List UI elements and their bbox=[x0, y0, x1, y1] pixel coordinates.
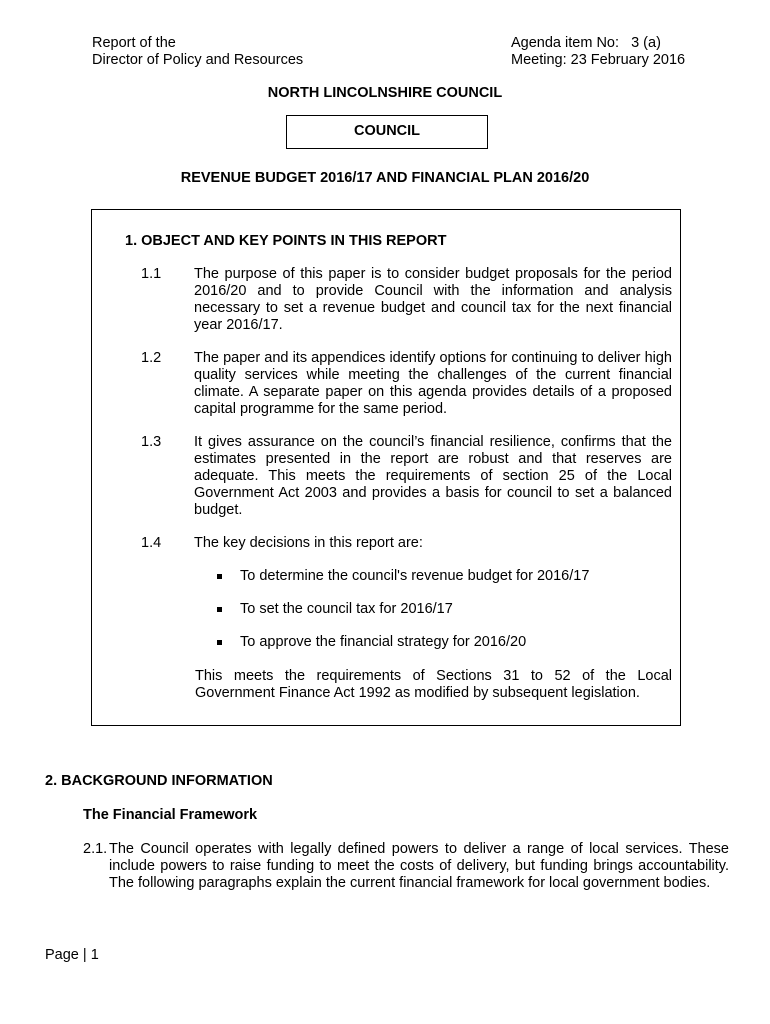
para-number: 2.1. bbox=[83, 841, 108, 857]
para-2-1: The Council operates with legally defined powers to deliver a range of local services. These include powers to raise funding to meet the costs of delivery, but funding brings accountability. The following paragraphs explain the current financial framework for local government bodies. bbox=[109, 841, 729, 891]
financial-framework-subheading: The Financial Framework bbox=[83, 807, 258, 823]
para-number: 1.2 bbox=[141, 350, 162, 366]
agenda-item-number: Agenda item No: 3 (a) bbox=[511, 35, 661, 51]
section-2-heading: 2. BACKGROUND INFORMATION bbox=[45, 773, 273, 789]
bullet-icon bbox=[217, 574, 222, 579]
para-1-2: The paper and its appendices identify options for continuing to deliver high quality services while meeting the challenges of the current financial climate. A separate paper on this agenda provides details of a proposed capital programme for the same period. bbox=[194, 350, 672, 417]
director-name: Director of Policy and Resources bbox=[92, 52, 304, 68]
meeting-date: Meeting: 23 February 2016 bbox=[511, 52, 686, 68]
para-1-1: The purpose of this paper is to consider budget proposals for the period 2016/20 and to provide Council with the information and analysis necessary to set a revenue budget and council tax for the next financial year 2016/17. bbox=[194, 266, 672, 333]
report-of-label: Report of the bbox=[92, 35, 176, 51]
key-decision-item: To approve the financial strategy for 2016/20 bbox=[240, 634, 527, 650]
report-author-block bbox=[92, 35, 303, 69]
key-decision-item: To set the council tax for 2016/17 bbox=[240, 601, 453, 617]
key-points-box bbox=[91, 209, 681, 726]
bullet-icon bbox=[217, 640, 222, 645]
council-name: NORTH LINCOLNSHIRE COUNCIL bbox=[267, 85, 503, 101]
para-number: 1.1 bbox=[141, 266, 162, 282]
agenda-info-block bbox=[511, 35, 685, 69]
report-title: REVENUE BUDGET 2016/17 AND FINANCIAL PLAN 2016/20 bbox=[180, 170, 590, 186]
page-number: Page | 1 bbox=[45, 947, 99, 963]
meeting-type-box: COUNCIL bbox=[286, 115, 488, 149]
para-number: 1.3 bbox=[141, 434, 162, 450]
legislation-note: This meets the requirements of Sections 31 to 52 of the Local Government Finance Act 1992 as modified by subsequent legislation. bbox=[195, 668, 672, 701]
bullet-icon bbox=[217, 607, 222, 612]
key-decision-item: To determine the council's revenue budget for 2016/17 bbox=[240, 568, 590, 584]
para-number: 1.4 bbox=[141, 535, 162, 551]
para-1-3: It gives assurance on the council’s financial resilience, confirms that the estimates presented in the report are robust and that reserves are adequate. This meets the requirements of section 25 of the Local Government Act 2003 and provides a basis for council to set a balanced budget. bbox=[194, 434, 672, 518]
section-1-heading: 1. OBJECT AND KEY POINTS IN THIS REPORT bbox=[125, 233, 447, 249]
para-1-4: The key decisions in this report are: bbox=[194, 535, 423, 551]
